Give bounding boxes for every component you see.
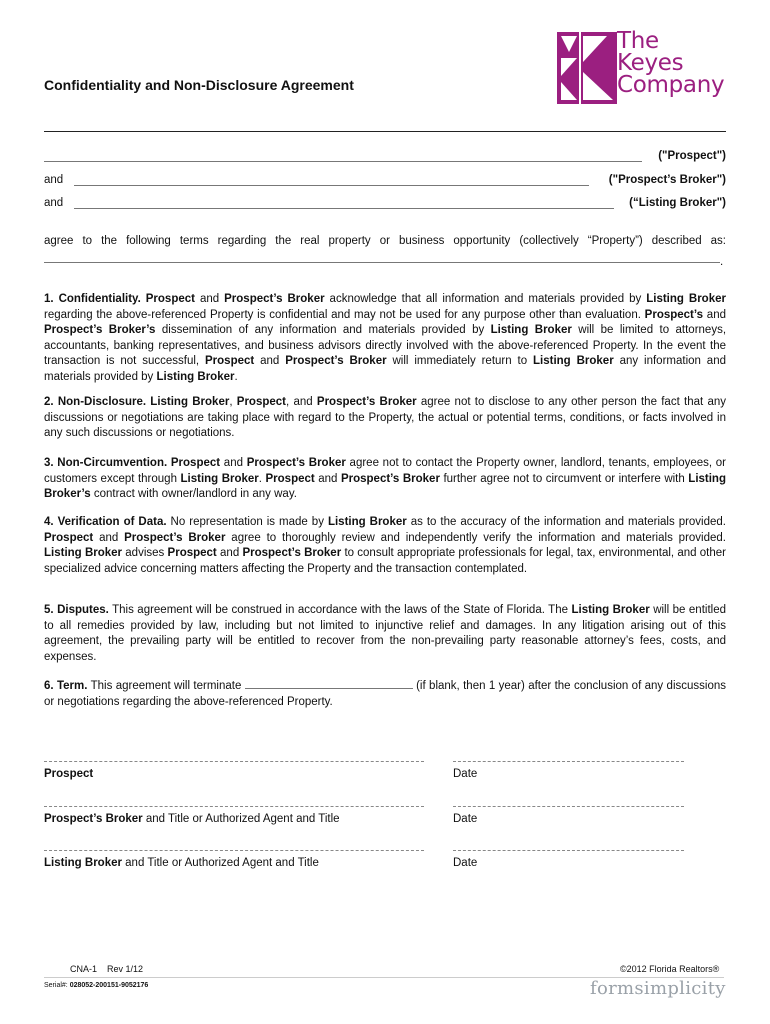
intro-text: agree to the following terms regarding the real property or business opportunity (collectively “Property”) described as: bbox=[44, 235, 726, 247]
prospect-signature-field[interactable] bbox=[44, 761, 424, 762]
prospect-date-label: Date bbox=[453, 768, 478, 780]
prospects-broker-signature-field[interactable] bbox=[44, 806, 424, 807]
property-description-field[interactable] bbox=[44, 262, 720, 263]
section-term: 6. Term. This agreement will terminate (if blank, then 1 year) after the conclusion of any discussions or negotiations regarding the above-referenced Property. bbox=[44, 680, 726, 708]
document-title: Confidentiality and Non-Disclosure Agreement bbox=[44, 77, 354, 93]
section-disputes: 5. Disputes. This agreement will be construed in accordance with the laws of the State of Florida. The Listing Broker will be entitled to all remedies provided by law, including but not limited to injunctive relief and damages. In any litigation arising out of this agreement, the prevailing party will be entitled to recover from the non-prevailing party reasonable attorney’s fees, costs, and expenses. bbox=[44, 604, 726, 663]
section-non-circumvention: 3. Non-Circumvention. Prospect and Prospect’s Broker agree not to contact the Property owner, landlord, tenants, employees, or customers except through Listing Broker. Prospect and Prospect’s Broker further agree not to circumvent or interfere with Listing Broker’s contract with owner/landlord in any way. bbox=[44, 457, 727, 500]
section-heading: 4. Verification of Data. bbox=[44, 516, 167, 528]
listing-broker-date-field[interactable] bbox=[453, 850, 684, 851]
listing-broker-signature-label: Listing Broker and Title or Authorized Agent and Title bbox=[44, 857, 319, 869]
section-heading: 3. Non-Circumvention. bbox=[44, 457, 168, 469]
logo-line-company: Company bbox=[617, 72, 725, 98]
prospect-signature-label: Prospect bbox=[44, 768, 94, 780]
copyright-notice: ©2012 Florida Realtors® bbox=[620, 964, 720, 974]
prospect-name-field[interactable] bbox=[44, 161, 642, 162]
listing-broker-date-label: Date bbox=[453, 857, 478, 869]
prospects-broker-date-field[interactable] bbox=[453, 806, 684, 807]
form-id: CNA-1 Rev 1/12 bbox=[70, 964, 144, 974]
prospect-date-field[interactable] bbox=[453, 761, 684, 762]
prospects-broker-signature-label: Prospect’s Broker and Title or Authorized Agent and Title bbox=[44, 813, 340, 825]
section-non-disclosure: 2. Non-Disclosure. Listing Broker, Prospect, and Prospect’s Broker agree not to disclose to any other person the fact that any discussions or negotiations are taking place with regard to the Property, the actual or potential terms, conditions, or facts involved in any such discussions or negotiations. bbox=[44, 396, 726, 439]
keyes-k-mark-icon bbox=[557, 32, 617, 104]
logo-line-the: The bbox=[617, 28, 659, 54]
formsimplicity-logo: formsimplicity bbox=[590, 978, 726, 999]
logo-wordmark bbox=[617, 30, 724, 96]
listing-broker-signature-field[interactable] bbox=[44, 850, 424, 851]
section-verification: 4. Verification of Data. No representation is made by Listing Broker as to the accuracy of the information and materials provided. Prospect and Prospect’s Broker agree to thoroughly review and independently verify the information and materials provided. Listing Broker advises Prospect and Prospect’s Broker to consult appropriate professionals for legal, tax, environmental, and other specialized advice concerning matters affecting the Property and the transaction contemplated. bbox=[44, 516, 726, 575]
section-confidentiality: 1. Confidentiality. Prospect and Prospect’s Broker acknowledge that all information and materials provided by Listing Broker regarding the above-referenced Property is confidential and may not be used for any purpose other than evaluation. Prospect’s and Prospect’s Broker’s dissemination of any information and materials provided by Listing Broker will be limited to attorneys, accountants, banking representatives, and business advisors directly involved with the above-referenced Property. In the event the transaction is not successful, Prospect and Prospect’s Broker will immediately return to Listing Broker any information and materials provided by Listing Broker. bbox=[44, 293, 727, 383]
section-heading: 5. Disputes. bbox=[44, 604, 109, 616]
logo-line-keyes: Keyes bbox=[617, 50, 684, 76]
section-heading: 6. Term. bbox=[44, 680, 88, 692]
term-length-field[interactable] bbox=[245, 688, 413, 689]
section-heading: 2. Non-Disclosure. bbox=[44, 396, 147, 408]
property-period: . bbox=[720, 256, 724, 268]
prospects-broker-field[interactable] bbox=[74, 185, 589, 186]
header-rule bbox=[44, 131, 726, 132]
listing-broker-field[interactable] bbox=[74, 208, 614, 209]
serial-number: Serial#: 028052-200151-9052176 bbox=[44, 982, 149, 989]
prospect-row bbox=[44, 150, 726, 166]
listing-broker-tag: (“Listing Broker") bbox=[629, 197, 726, 209]
prospects-broker-row bbox=[44, 174, 726, 190]
listing-broker-row bbox=[44, 197, 726, 213]
section-heading: 1. Confidentiality. bbox=[44, 293, 141, 305]
and-label: and bbox=[44, 197, 64, 209]
prospects-broker-date-label: Date bbox=[453, 813, 478, 825]
and-label: and bbox=[44, 174, 64, 186]
prospect-tag: ("Prospect") bbox=[658, 150, 726, 162]
prospects-broker-tag: ("Prospect’s Broker") bbox=[608, 174, 726, 186]
